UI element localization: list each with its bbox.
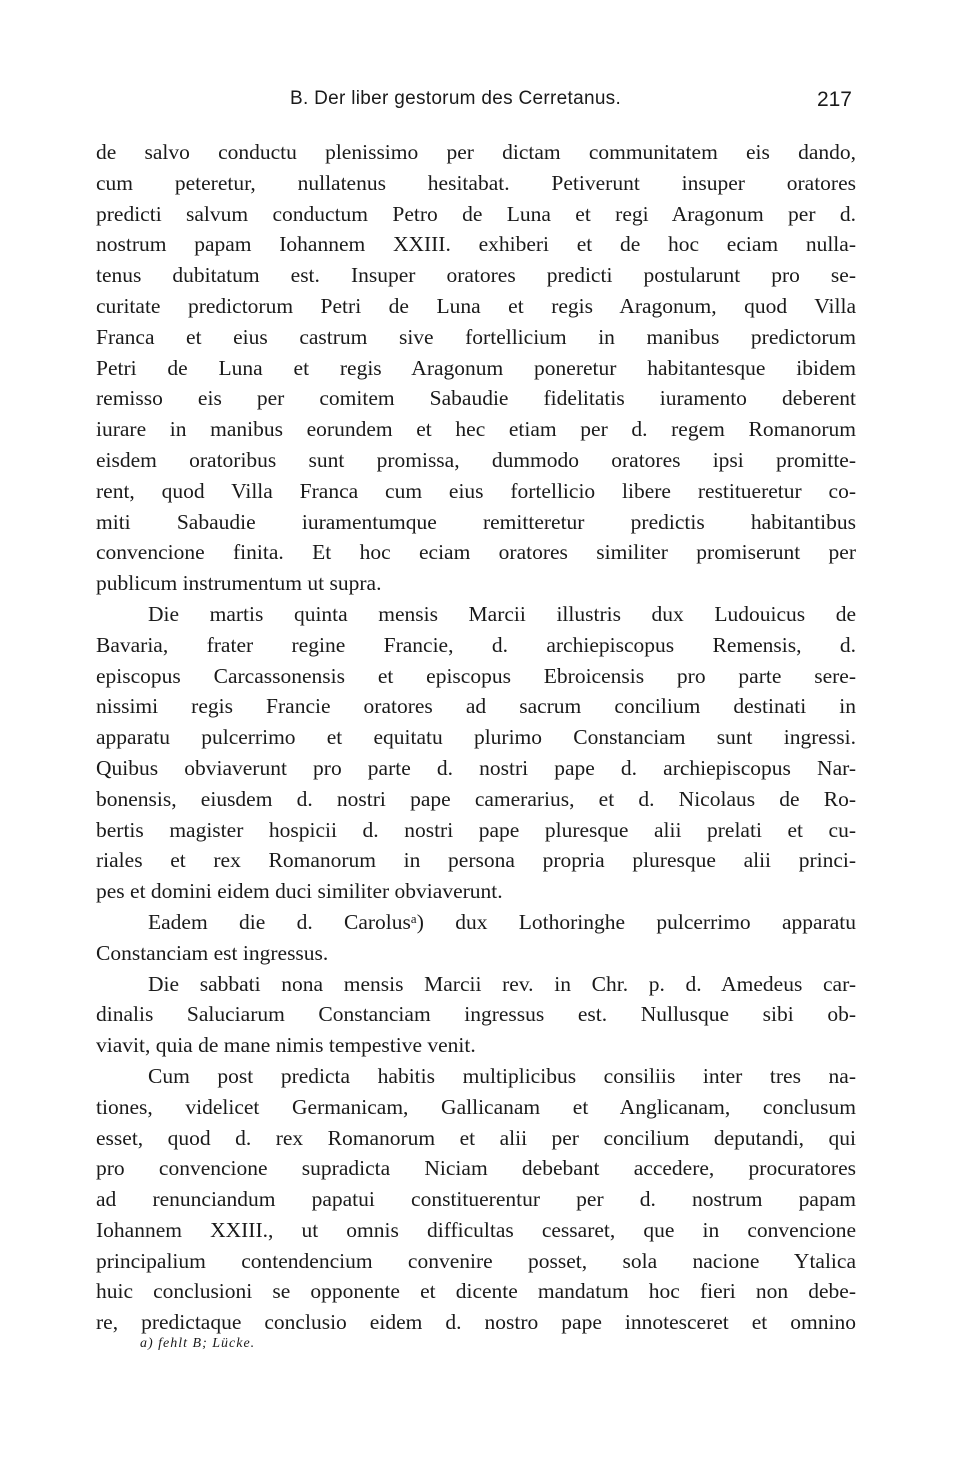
text-line: tenus dubitatum est. Insuper oratores predicti postularunt pro se- [96,263,856,288]
page-number: 217 [816,88,852,111]
text-line: Die martis quinta mensis Marcii illustris dux Ludouicus de [148,601,856,626]
text-line: viavit, quia de mane nimis tempestive venit. [96,1033,476,1058]
text-line: rent, quod Villa Franca cum eius fortellicio libere restitueretur co- [96,478,856,503]
text-line: tiones, videlicet Germanicam, Gallicanam et Anglicanam, conclusum [96,1094,856,1119]
text-line: remisso eis per comitem Sabaudie fidelitatis iuramento deberent [96,386,856,411]
text-line: predicti salvum conductum Petro de Luna et regi Aragonum per d. [96,201,856,226]
text-line: eisdem oratoribus sunt promissa, dummodo oratores ipsi promitte- [96,447,856,472]
text-line: Iohannem XXIII., ut omnis difficultas cessaret, que in convencione [96,1217,856,1242]
text-line: Constanciam est ingressus. [96,940,329,965]
footnote: a) fehlt B; Lücke. [140,1336,256,1351]
text-line: bertis magister hospicii d. nostri pape pluresque alii prelati et cu- [96,817,856,842]
text-line: re, predictaque conclusio eidem d. nostro pape innotesceret et omnino [96,1310,856,1335]
text-line: publicum instrumentum ut supra. [96,571,382,596]
text-line: curitate predictorum Petri de Luna et regis Aragonum, quod Villa [96,293,856,318]
main-text [96,137,856,1338]
text-line: pes et domini eidem duci similiter obviaverunt. [96,879,503,904]
text-line: Bavaria, frater regine Francie, d. archiepiscopus Remensis, d. [96,632,856,657]
text-line: riales et rex Romanorum in persona propria pluresque alii princi- [96,848,856,873]
text-line: Franca et eius castrum sive fortellicium in manibus predictorum [96,324,856,349]
text-line: cum peteretur, nullatenus hesitabat. Petiverunt insuper oratores [96,170,856,195]
text-line: Eadem die d. Carolusᵃ) dux Lothoringhe pulcerrimo apparatu [148,909,856,934]
text-line: miti Sabaudie iuramentumque remitteretur predictis habitantibus [96,509,856,534]
text-line: iurare in manibus eorundem et hec etiam per d. regem Romanorum [96,417,856,442]
text-line: esset, quod d. rex Romanorum et alii per concilium deputandi, qui [96,1125,856,1150]
text-line: episcopus Carcassonensis et episcopus Ebroicensis pro parte sere- [96,663,856,688]
text-line: huic conclusioni se opponente et dicente mandatum hoc fieri non debe- [96,1279,856,1304]
text-line: Petri de Luna et regis Aragonum poneretur habitantesque ibidem [96,355,856,380]
text-line: Cum post predicta habitis multiplicibus consiliis inter tres na- [148,1063,856,1088]
text-line: nostrum papam Iohannem XXIII. exhiberi et de hoc eciam nulla- [96,232,856,257]
text-line: apparatu pulcerrimo et equitatu plurimo Constanciam sunt ingressi. [96,725,856,750]
text-line: de salvo conductu plenissimo per dictam communitatem eis dando, [96,140,856,164]
text-line: dinalis Saluciarum Constanciam ingressus est. Nullusque sibi ob- [96,1002,856,1027]
text-line: principalium contendencium convenire posset, sola nacione Ytalica [96,1248,856,1273]
text-line: convencione finita. Et hoc eciam oratores similiter promiserunt per [96,540,856,565]
text-line: bonensis, eiusdem d. nostri pape camerarius, et d. Nicolaus de Ro- [96,786,856,811]
text-line: ad renunciandum papatui constituerentur per d. nostrum papam [96,1187,856,1212]
text-line: pro convencione supradicta Niciam debebant accedere, procuratores [96,1156,856,1181]
running-head [96,88,856,118]
running-title: B. Der liber gestorum des Cerretanus. [290,88,622,109]
text-line: Quibus obviaverunt pro parte d. nostri pape d. archiepiscopus Nar- [96,755,856,780]
text-line: Die sabbati nona mensis Marcii rev. in Chr. p. d. Amedeus car- [148,971,856,996]
text-line: nissimi regis Francie oratores ad sacrum concilium destinati in [96,694,856,719]
